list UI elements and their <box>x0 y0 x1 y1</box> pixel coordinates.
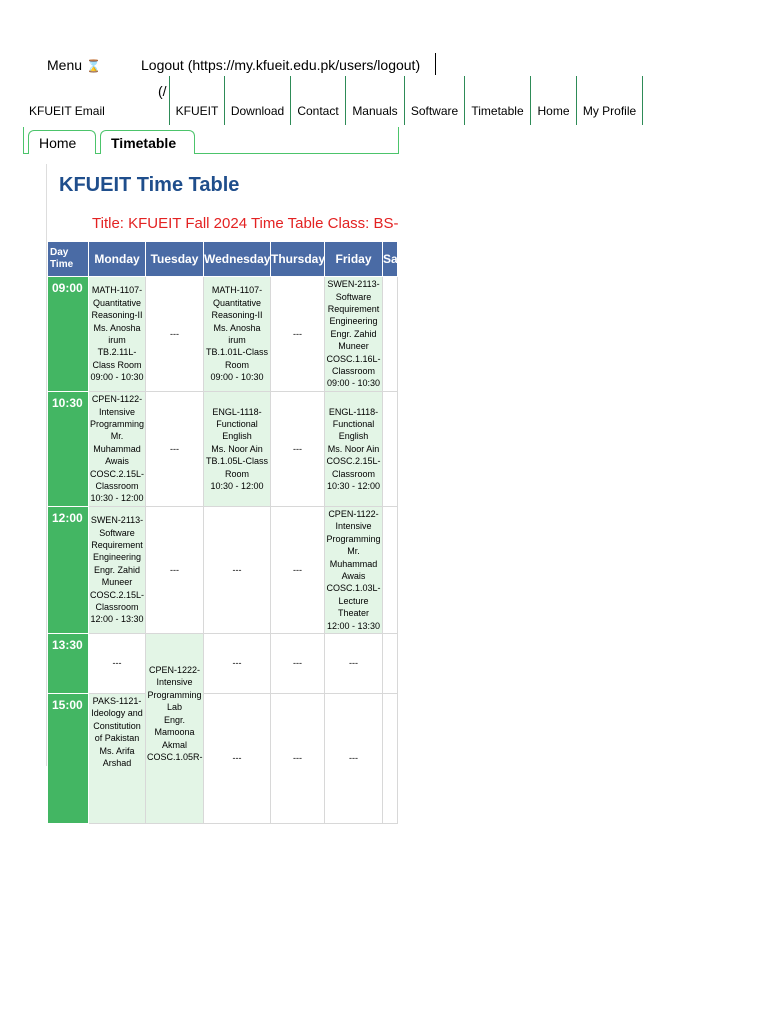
empty-cell: --- <box>146 507 204 634</box>
link-fragment: (/ <box>158 83 167 99</box>
divider <box>435 53 436 75</box>
empty-cell <box>383 507 398 634</box>
class-cell: MATH-1107- Quantitative Reasoning-II Ms. Anosha irum TB.1.01L-Class Room 09:00 - 10:30 <box>204 277 271 392</box>
day-header: Tuesday <box>146 242 204 277</box>
time-cell: 15:00 <box>48 694 89 824</box>
day-header: Monday <box>89 242 146 277</box>
time-cell: 13:30 <box>48 634 89 694</box>
class-cell: PAKS-1121- Ideology and Constitution of Pakistan Ms. Arifa Arshad <box>89 694 146 824</box>
menu-button[interactable] <box>47 57 101 73</box>
class-cell: CPEN-1122- Intensive Programming Mr. Muhammad Awais COSC.2.15L- Classroom 10:30 - 12:00 <box>89 392 146 507</box>
empty-cell: --- <box>146 392 204 507</box>
day-header: Wednesday <box>204 242 271 277</box>
timetable-grid <box>47 241 402 824</box>
day-time-header: Day Time <box>48 242 89 277</box>
table-row <box>48 507 398 634</box>
page-title: KFUEIT Time Table <box>59 174 240 196</box>
empty-cell: --- <box>204 634 271 694</box>
class-cell: ENGL-1118- Functional English Ms. Noor Ain TB.1.05L-Class Room 10:30 - 12:00 <box>204 392 271 507</box>
empty-cell: --- <box>325 634 383 694</box>
empty-cell: --- <box>204 694 271 824</box>
time-cell: 10:30 <box>48 392 89 507</box>
class-cell: ENGL-1118- Functional English Ms. Noor Ain COSC.2.15L- Classroom 10:30 - 12:00 <box>325 392 383 507</box>
menu-label: Menu <box>47 57 83 73</box>
class-cell: SWEN-2113- Software Requirement Engineering Engr. Zahid Muneer COSC.2.15L- Classroom 12:00 - 13:30 <box>89 507 146 634</box>
nav-manuals[interactable]: Manuals <box>345 76 404 125</box>
empty-cell: --- <box>89 634 146 694</box>
empty-cell: --- <box>271 694 325 824</box>
table-row <box>48 694 398 824</box>
logout-link[interactable]: Logout (https://my.kfueit.edu.pk/users/logout) <box>141 57 421 73</box>
table-row <box>48 392 398 507</box>
class-cell: CPEN-1122- Intensive Programming Mr. Muhammad Awais COSC.1.03L- Lecture Theater 12:00 - 13:30 <box>325 507 383 634</box>
nav-kfueit-email[interactable]: KFUEIT Email <box>29 104 105 118</box>
day-header: Friday <box>325 242 383 277</box>
empty-cell <box>383 694 398 824</box>
empty-cell: --- <box>271 277 325 392</box>
nav-timetable[interactable]: Timetable <box>464 76 530 125</box>
day-header: Thursday <box>271 242 325 277</box>
empty-cell <box>383 634 398 694</box>
table-row <box>48 277 398 392</box>
empty-cell: --- <box>204 507 271 634</box>
nav-home[interactable]: Home <box>530 76 576 125</box>
top-navigation <box>0 76 768 126</box>
tab-bar <box>23 127 399 154</box>
class-cell: SWEN-2113- Software Requirement Engineering Engr. Zahid Muneer COSC.1.16L- Classroom 09:00 - 10:30 <box>325 277 383 392</box>
empty-cell: --- <box>271 507 325 634</box>
hourglass-icon: ⌛ <box>86 59 101 73</box>
time-cell: 12:00 <box>48 507 89 634</box>
nav-download[interactable]: Download <box>224 76 290 125</box>
empty-cell <box>383 392 398 507</box>
empty-cell: --- <box>325 694 383 824</box>
empty-cell: --- <box>271 392 325 507</box>
nav-my-profile[interactable]: My Profile <box>576 76 643 125</box>
day-header: Sat <box>383 242 398 277</box>
empty-cell: --- <box>271 634 325 694</box>
empty-cell <box>383 277 398 392</box>
time-cell: 09:00 <box>48 277 89 392</box>
nav-software[interactable]: Software <box>404 76 464 125</box>
class-cell: CPEN-1222- Intensive Programming Lab Engr. Mamoona Akmal COSC.1.05R- <box>146 634 204 824</box>
table-row <box>48 634 398 694</box>
header-row <box>48 242 398 277</box>
timetable-panel <box>46 164 402 769</box>
nav-kfueit[interactable]: KFUEIT <box>169 76 224 125</box>
empty-cell: --- <box>146 277 204 392</box>
class-cell: MATH-1107- Quantitative Reasoning-II Ms. Anosha irum TB.2.11L- Class Room 09:00 - 10:30 <box>89 277 146 392</box>
timetable-subtitle: Title: KFUEIT Fall 2024 Time Table Class: BS- <box>92 215 399 232</box>
nav-contact[interactable]: Contact <box>290 76 345 125</box>
tab-home[interactable]: Home <box>28 130 96 154</box>
tab-timetable[interactable]: Timetable <box>100 130 195 154</box>
